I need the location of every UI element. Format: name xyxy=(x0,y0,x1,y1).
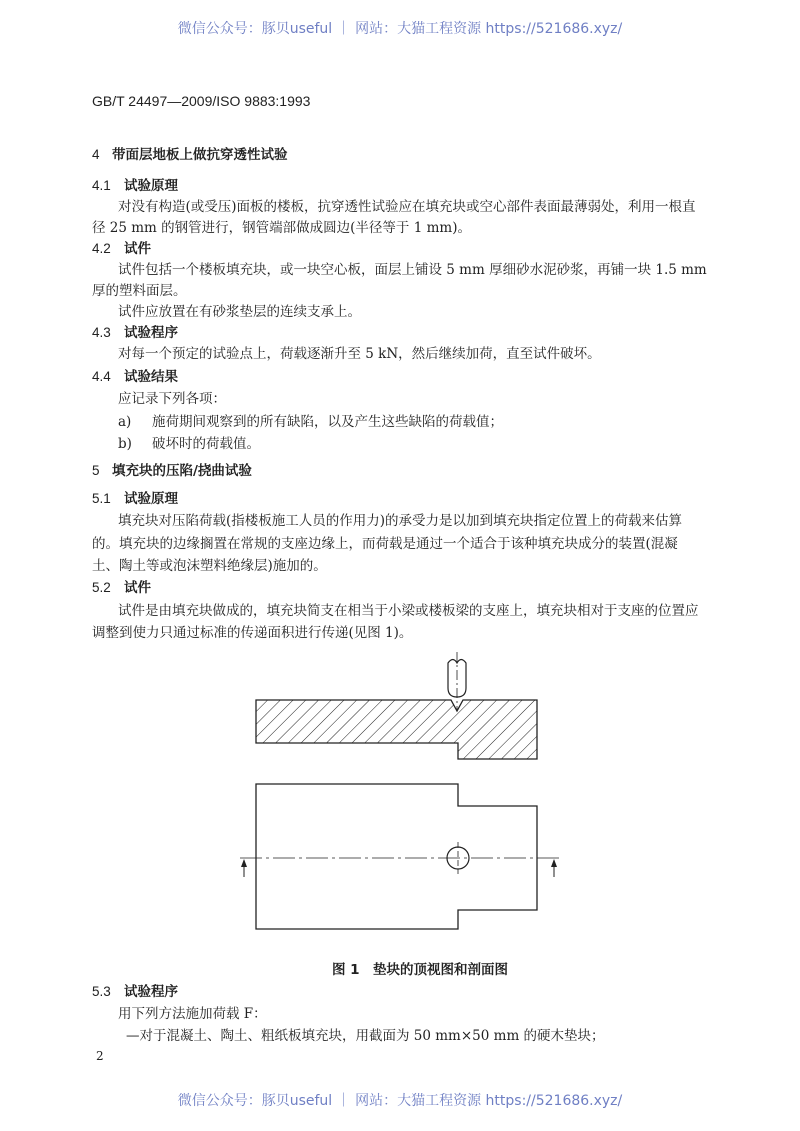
top-view xyxy=(240,784,562,929)
section-title: 带面层地板上做抗穿透性试验 xyxy=(112,147,288,163)
section-title: 试验程序 xyxy=(124,984,178,1000)
section-title: 试验原理 xyxy=(124,178,178,194)
section-number: 5 xyxy=(92,463,100,478)
paragraph: 应记录下列各项： xyxy=(118,391,226,407)
section-title: 试件 xyxy=(124,580,151,596)
paragraph: 厚的塑料面层。 xyxy=(92,283,187,299)
list-label: a) xyxy=(118,414,132,430)
watermark-top: 微信公众号：豚贝useful ｜ 网站：大猫工程资源 https://521686.xyz/ xyxy=(177,21,623,37)
section-title: 试验结果 xyxy=(124,369,178,385)
section-number: 4.4 xyxy=(92,369,111,384)
section-title: 试件 xyxy=(124,241,151,257)
section-number: 4.3 xyxy=(92,325,111,340)
section-arrow-right xyxy=(551,859,557,877)
paragraph: 填充块对压陷荷载(指楼板施工人员的作用力)的承受力是以加到填充块指定位置上的荷载来估算 xyxy=(118,513,683,529)
paragraph: 试件是由填充块做成的，填充块简支在相当于小梁或楼板梁的支座上，填充块相对于支座的位置应 xyxy=(118,603,699,619)
paragraph: 对每一个预定的试验点上，荷载逐渐升至 5 kN，然后继续加荷，直至试件破坏。 xyxy=(118,346,601,362)
section-title: 填充块的压陷/挠曲试验 xyxy=(112,463,252,479)
list-text: 施荷期间观察到的所有缺陷，以及产生这些缺陷的荷载值； xyxy=(152,414,503,430)
figure-caption: 图 1 垫块的顶视图和剖面图 xyxy=(331,962,509,978)
paragraph: 试件包括一个楼板填充块，或一块空心板，面层上铺设 5 mm 厚细砂水泥砂浆，再铺一块 1.5 mm xyxy=(118,262,707,278)
paragraph: 的。填充块的边缘搁置在常规的支座边缘上，而荷载是通过一个适合于该种填充块成分的装置(混凝 xyxy=(92,536,678,552)
list-item: —对于混凝土、陶土、粗纸板填充块，用截面为 50 mm×50 mm 的硬木垫块； xyxy=(126,1028,605,1044)
paragraph: 试件应放置在有砂浆垫层的连续支承上。 xyxy=(118,304,361,320)
paragraph: 对没有构造(或受压)面板的楼板，抗穿透性试验应在填充块或空心部件表面最薄弱处，利用一根直 xyxy=(118,199,696,215)
section-title: 试验原理 xyxy=(124,491,178,507)
section-number: 4.1 xyxy=(92,178,111,193)
section-5-3-heading xyxy=(92,983,178,1001)
section-title: 试验程序 xyxy=(124,325,178,341)
watermark-bottom: 微信公众号：豚贝useful ｜ 网站：大猫工程资源 https://521686.xyz/ xyxy=(177,1093,623,1109)
section-number: 5.2 xyxy=(92,580,111,595)
page-number: 2 xyxy=(96,1049,104,1063)
section-number: 5.3 xyxy=(92,984,111,999)
section-view xyxy=(256,652,537,759)
paragraph: 用下列方法施加荷载 F： xyxy=(118,1006,267,1022)
paragraph: 调整到使力只通过标准的传递面积进行传递(见图 1)。 xyxy=(92,625,413,641)
doc-code: GB/T 24497—2009/ISO 9883:1993 xyxy=(92,93,311,109)
paragraph: 土、陶土等或泡沫塑料绝缘层)施加的。 xyxy=(92,558,327,574)
section-arrow-left xyxy=(241,859,247,877)
section-number: 4 xyxy=(92,147,100,162)
section-number: 5.1 xyxy=(92,491,111,506)
list-label: b) xyxy=(118,436,132,452)
paragraph: 径 25 mm 的钢管进行，钢管端部做成圆边(半径等于 1 mm)。 xyxy=(92,220,471,236)
section-number: 4.2 xyxy=(92,241,111,256)
list-text: 破坏时的荷载值。 xyxy=(152,436,260,452)
